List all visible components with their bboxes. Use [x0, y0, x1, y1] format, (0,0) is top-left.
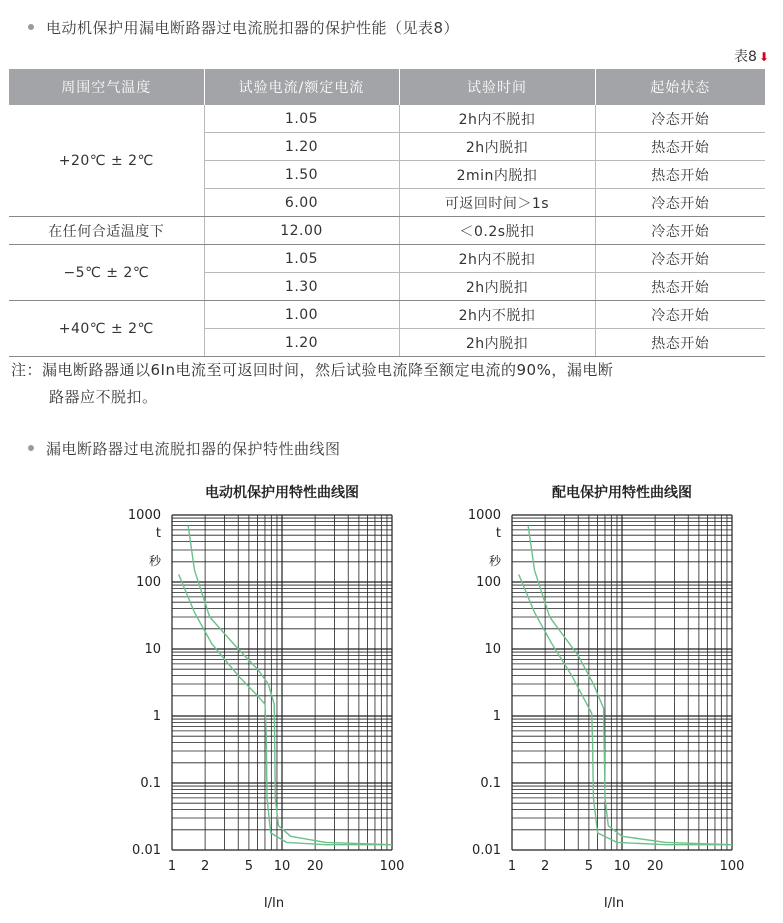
time-cell: 2h内不脱扣 — [399, 105, 595, 133]
y-tick-label: 0.1 — [480, 776, 501, 791]
x-tick-label: 100 — [379, 859, 405, 874]
bullet-dot-icon — [28, 24, 34, 30]
characteristic-curve-2 — [519, 574, 732, 844]
state-cell: 热态开始 — [595, 329, 765, 357]
header-state: 起始状态 — [595, 69, 765, 105]
ratio-cell: 1.05 — [204, 105, 399, 133]
chart-title: 电动机保护用特性曲线图 — [205, 485, 359, 501]
state-cell: 冷态开始 — [595, 217, 765, 245]
note-line-1: 注：漏电断路器通以6In电流至可返回时间，然后试验电流降至额定电流的90%，漏电断 — [11, 361, 614, 379]
chart-grid — [512, 515, 732, 850]
protection-table — [9, 69, 765, 357]
motor-protection-chart — [110, 478, 410, 918]
x-tick-label: 1 — [507, 859, 517, 874]
ratio-cell: 1.30 — [204, 273, 399, 301]
bullet-dot-icon — [28, 445, 34, 451]
x-tick-label: 2 — [200, 859, 210, 874]
x-tick-label: 20 — [306, 859, 324, 874]
y-tick-label: 1000 — [127, 508, 161, 523]
x-tick-label: 1 — [167, 859, 177, 874]
state-cell: 热态开始 — [595, 133, 765, 161]
characteristic-curve-1 — [528, 525, 732, 844]
characteristic-curve-2 — [179, 574, 392, 844]
chart-grid — [172, 515, 392, 850]
distribution-protection-chart — [450, 478, 750, 918]
section2-heading — [28, 438, 341, 459]
chart-title: 配电保护用特性曲线图 — [552, 485, 692, 501]
ratio-cell: 1.20 — [204, 329, 399, 357]
y-axis-label-t: t — [155, 526, 161, 541]
y-axis-label-unit: 秒 — [488, 554, 501, 568]
time-cell: ＜0.2s脱扣 — [399, 217, 595, 245]
table-caption-text: 表8 — [734, 49, 757, 65]
ratio-cell: 1.05 — [204, 245, 399, 273]
time-cell: 2h内脱扣 — [399, 273, 595, 301]
time-cell: 2min内脱扣 — [399, 161, 595, 189]
y-tick-label: 1 — [152, 709, 161, 724]
ratio-cell: 1.20 — [204, 133, 399, 161]
x-axis-label: I/In — [263, 896, 285, 911]
state-cell: 热态开始 — [595, 161, 765, 189]
state-cell: 冷态开始 — [595, 301, 765, 329]
x-tick-label: 5 — [244, 859, 254, 874]
y-axis-label-t: t — [495, 526, 501, 541]
x-tick-label: 2 — [540, 859, 550, 874]
time-cell: 可返回时间＞1s — [399, 189, 595, 217]
table-row — [9, 217, 765, 245]
header-temperature: 周围空气温度 — [9, 69, 204, 105]
x-tick-label: 5 — [584, 859, 594, 874]
section1-heading — [28, 17, 459, 38]
down-arrow-icon: ⬇ — [758, 50, 769, 64]
header-ratio: 试验电流/额定电流 — [204, 69, 399, 105]
state-cell: 热态开始 — [595, 273, 765, 301]
ratio-cell: 1.50 — [204, 161, 399, 189]
state-cell: 冷态开始 — [595, 189, 765, 217]
x-axis-label: I/In — [603, 896, 625, 911]
section1-heading-text: 电动机保护用漏电断路器过电流脱扣器的保护性能（见表8） — [46, 19, 460, 37]
y-tick-label: 1 — [492, 709, 501, 724]
section2-heading-text: 漏电断路器过电流脱扣器的保护特性曲线图 — [46, 440, 341, 458]
y-tick-label: 10 — [144, 642, 161, 657]
ratio-cell: 12.00 — [204, 217, 399, 245]
y-tick-label: 100 — [136, 575, 161, 590]
temperature-cell: +40℃ ± 2℃ — [9, 301, 204, 357]
table-caption — [734, 46, 769, 66]
ratio-cell: 6.00 — [204, 189, 399, 217]
table-row — [9, 301, 765, 329]
table-row — [9, 245, 765, 273]
time-cell: 2h内不脱扣 — [399, 301, 595, 329]
y-tick-label: 0.01 — [132, 843, 161, 858]
y-tick-label: 100 — [476, 575, 501, 590]
ratio-cell: 1.00 — [204, 301, 399, 329]
time-cell: 2h内不脱扣 — [399, 245, 595, 273]
state-cell: 冷态开始 — [595, 245, 765, 273]
time-cell: 2h内脱扣 — [399, 329, 595, 357]
y-axis-label-unit: 秒 — [148, 554, 161, 568]
x-tick-label: 10 — [613, 859, 631, 874]
temperature-cell: +20℃ ± 2℃ — [9, 105, 204, 217]
y-tick-label: 1000 — [467, 508, 501, 523]
y-tick-label: 0.1 — [140, 776, 161, 791]
characteristic-curve-1 — [188, 525, 392, 844]
x-tick-label: 10 — [273, 859, 291, 874]
header-time: 试验时间 — [399, 69, 595, 105]
table-note — [11, 357, 771, 411]
x-tick-label: 20 — [646, 859, 664, 874]
time-cell: 2h内脱扣 — [399, 133, 595, 161]
note-line-2: 路器应不脱扣。 — [49, 388, 158, 406]
x-tick-label: 100 — [719, 859, 745, 874]
temperature-cell: 在任何合适温度下 — [9, 217, 204, 245]
temperature-cell: −5℃ ± 2℃ — [9, 245, 204, 301]
y-tick-label: 0.01 — [472, 843, 501, 858]
state-cell: 冷态开始 — [595, 105, 765, 133]
table-header-row — [9, 69, 765, 105]
y-tick-label: 10 — [484, 642, 501, 657]
table-row — [9, 105, 765, 133]
